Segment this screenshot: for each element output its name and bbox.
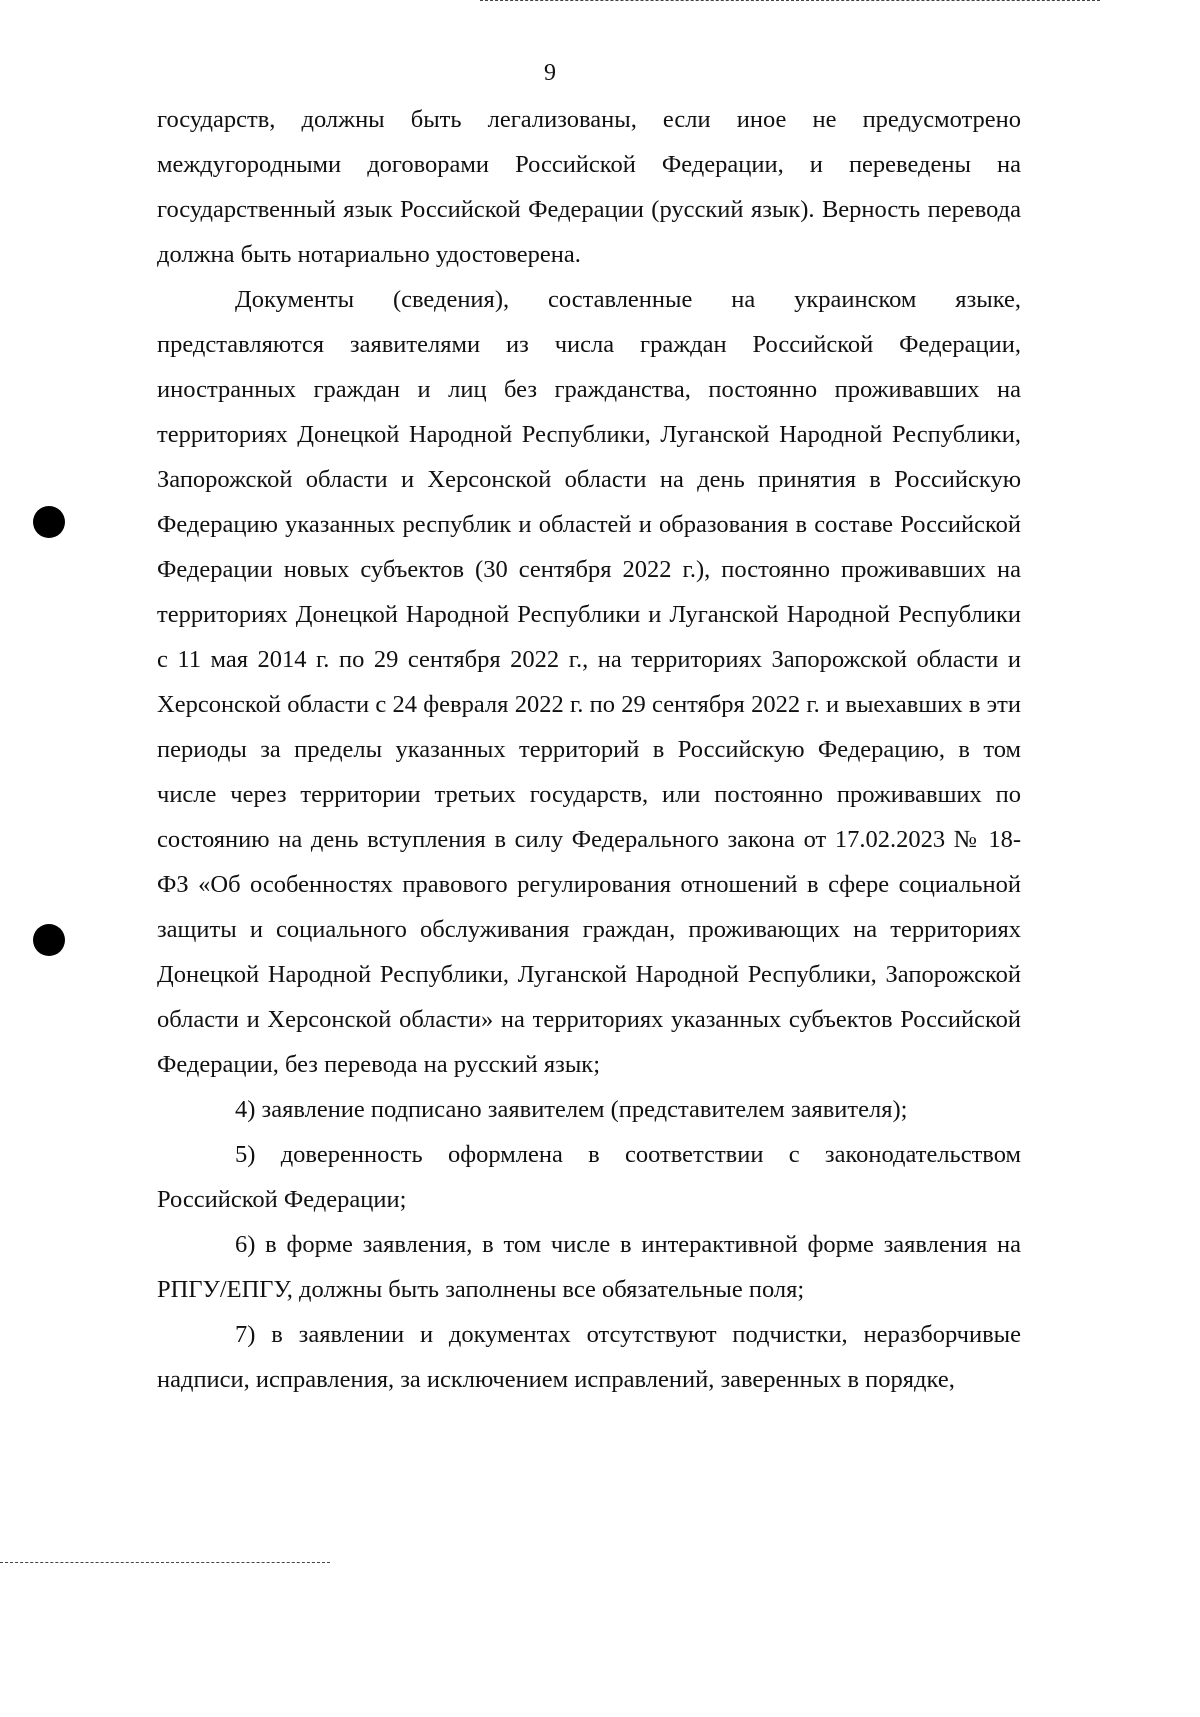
page-number: 9 (544, 60, 556, 86)
top-scan-edge-line (480, 0, 1100, 3)
list-item-6-required-fields: 6) в форме заявления, в том числе в интерактивной форме заявления на РПГУ/ЕПГУ, должны быть заполнены все обязательные поля; (157, 1231, 1021, 1303)
list-item-5-power-of-attorney: 5) доверенность оформлена в соответствии с законодательством Российской Федерации; (157, 1141, 1021, 1213)
punch-hole-mark (33, 924, 65, 956)
punch-hole-mark (33, 506, 65, 538)
bottom-scan-edge-line (0, 1562, 330, 1565)
list-item-7-corrections: 7) в заявлении и документах отсутствуют подчистки, неразборчивые надписи, исправления, за исключением исправлений, заверенных в порядке, (157, 1321, 1021, 1393)
paragraph-legalization: государств, должны быть легализованы, если иное не предусмотрено междугородными договорами Российской Федерации, и переведены на государственный язык Российской Федерации (русский язык). Верность перевода должна быть нотариально удостоверена. (157, 106, 1021, 268)
document-body (157, 97, 1021, 1402)
paragraph-ukrainian-documents: Документы (сведения), составленные на украинском языке, представляются заявителями из числа граждан Российской Федерации, иностранных граждан и лиц без гражданства, постоянно проживавших на территориях Донецкой Народной Республики, Луганской Народной Республики, Запорожской области и Херсонской области на день принятия в Российскую Федерацию указанных республик и областей и образования в составе Российской Федерации новых субъектов (30 сентября 2022 г.), постоянно проживавших на территориях Донецкой Народной Республики и Луганской Народной Республики с 11 мая 2014 г. по 29 сентября 2022 г., на территориях Запорожской области и Херсонской области с 24 февраля 2022 г. по 29 сентября 2022 г. и выехавших в эти периоды за пределы указанных территорий в Российскую Федерацию, в том числе через территории третьих государств, или постоянно проживавших по состоянию на день вступления в силу Федерального закона от 17.02.2023 № 18-ФЗ «Об особенностях правового регулирования отношений в сфере социальной защиты и социального обслуживания граждан, проживающих на территориях Донецкой Народной Республики, Луганской Народной Республики, Запорожской области и Херсонской области» на территориях указанных субъектов Российской Федерации, без перевода на русский язык; (157, 286, 1021, 1078)
list-item-4-signature: 4) заявление подписано заявителем (представителем заявителя); (235, 1096, 908, 1123)
